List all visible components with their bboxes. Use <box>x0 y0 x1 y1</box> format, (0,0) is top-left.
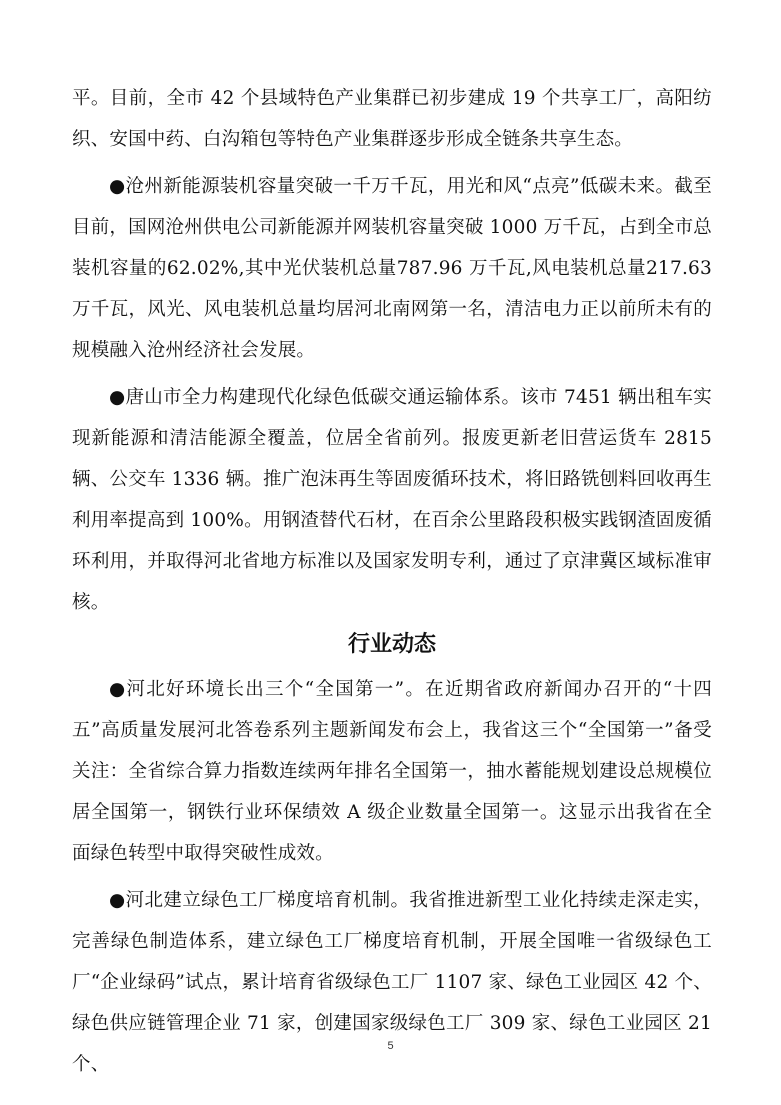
page-number: 5 <box>387 1040 394 1052</box>
paragraph-continuation: 平。目前，全市 42 个县域特色产业集群已初步建成 19 个共享工厂，高阳纺织、安国中药、白沟箱包等特色产业集群逐步形成全链条共享生态。 <box>72 88 712 150</box>
paragraph-hebei-green-factory: ●河北建立绿色工厂梯度培育机制。我省推进新型工业化持续走深走实，完善绿色制造体系，建立绿色工厂梯度培育机制，开展全国唯一省级绿色工厂“企业绿码”试点，累计培育省级绿色工厂 1107 家、绿色工业园区 42 个、绿色供应链管理企业 71 家，创建国家级绿色工厂 309 家、绿色工业园区 21 个、 <box>72 890 712 1075</box>
document-body <box>72 78 712 1085</box>
paragraph-cangzhou-new-energy: ●沧州新能源装机容量突破一千万千瓦，用光和风“点亮”低碳未来。截至目前，国网沧州供电公司新能源并网装机容量突破 1000 万千瓦，占到全市总装机容量的62.02%,其中光伏装机总量787.96 万千瓦,风电装机总量217.63万千瓦，风光、风电装机总量均居河北南网第一名，清洁电力正以前所未有的规模融入沧州经济社会发展。 <box>72 176 712 361</box>
paragraph-tangshan-transport: ●唐山市全力构建现代化绿色低碳交通运输体系。该市 7451 辆出租车实现新能源和清洁能源全覆盖，位居全省前列。报废更新老旧营运货车 2815 辆、公交车 1336 辆。推广泡沫再生等固废循环技术，将旧路铣刨料回收再生利用率提高到 100%。用钢渣替代石材，在百余公里路段积极实践钢渣固废循环利用，并取得河北省地方标准以及国家发明专利，通过了京津冀区域标准审核。 <box>72 387 712 613</box>
paragraph-hebei-national-firsts: ●河北好环境长出三个“全国第一”。在近期省政府新闻办召开的“十四五”高质量发展河北答卷系列主题新闻发布会上，我省这三个“全国第一”备受关注：全省综合算力指数连续两年排名全国第一，抽水蓄能规划建设总规模位居全国第一，钢铁行业环保绩效 A 级企业数量全国第一。这显示出我省在全面绿色转型中取得突破性成效。 <box>72 679 712 864</box>
section-heading-industry-news: 行业动态 <box>347 632 436 657</box>
